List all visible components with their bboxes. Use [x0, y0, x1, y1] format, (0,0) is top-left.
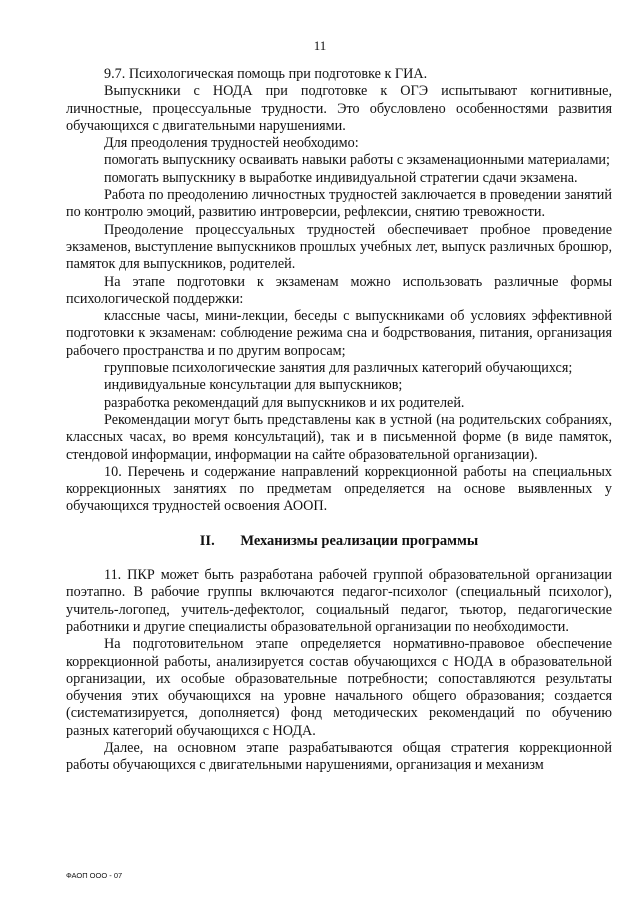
paragraph: Преодоление процессуальных трудностей обеспечивает пробное проведение экзаменов, выступление выпускников прошлых учебных лет, выпуск различных брошюр, памяток для выпускников, родителей. — [66, 221, 612, 273]
list-item: групповые психологические занятия для различных категорий обучающихся; — [104, 360, 573, 377]
list-item: помогать выпускнику осваивать навыки работы с экзаменационными материалами; — [104, 152, 610, 169]
document-body — [66, 66, 612, 775]
list-item: индивидуальные консультации для выпускников; — [104, 377, 403, 394]
page-number: 11 — [313, 38, 327, 53]
footer-code: ФАОП ООО - 07 — [66, 871, 123, 880]
section-heading-title: Механизмы реализации программы — [240, 532, 479, 549]
paragraph: 10. Перечень и содержание направлений коррекционной работы на специальных коррекционных занятиях по предметам определяется на основе выявленных у обучающихся трудностей освоения АООП. — [66, 463, 612, 515]
paragraph: Рекомендации могут быть представлены как в устной (на родительских собраниях, классных часах, во время консультаций), так и в письменной форме (в виде памяток, стендовой информации, информации на сайте образовательной организации). — [66, 411, 612, 463]
section-heading — [66, 533, 612, 550]
paragraph: Для преодоления трудностей необходимо: — [104, 135, 359, 152]
paragraph: 9.7. Психологическая помощь при подготовке к ГИА. — [104, 66, 428, 82]
list-item: разработка рекомендаций для выпускников и их родителей. — [104, 394, 465, 411]
paragraph: 11. ПКР может быть разработана рабочей группой образовательной организации поэтапно. В рабочие группы включаются педагог-психолог (специальный психолог), учитель-логопед, учитель-дефектолог, социальный педагог, тьютор, педагогические работники и другие специалисты образовательной организации по необходимости. — [66, 567, 612, 635]
list-item: классные часы, мини-лекции, беседы с выпускниками об условиях эффективной подготовки к экзаменам: соблюдение режима сна и бодрствования, питания, организация рабочего пространства и по другим вопросам; — [66, 308, 612, 359]
list-item: помогать выпускнику в выработке индивидуальной стратегии сдачи экзамена. — [104, 169, 578, 186]
section-heading-number: II. — [199, 532, 215, 549]
paragraph: На этапе подготовки к экзаменам можно использовать различные формы психологической поддержки: — [66, 273, 612, 307]
paragraph: На подготовительном этапе определяется нормативно-правовое обеспечение коррекционной работы, анализируется состав обучающихся с НОДА в образовательной организации, их особые образовательные потребности; сопоставляются результаты обучения этих обучающихся на уровне начального общего образования; создается (систематизируется, дополняется) фонд методических рекомендаций по обучению разных категорий обучающихся с НОДА. — [66, 636, 612, 739]
paragraph: Выпускники с НОДА при подготовке к ОГЭ испытывают когнитивные, личностные, процессуальные трудности. Это обусловлено особенностями развития обучающихся с двигательными нарушениями. — [66, 83, 612, 134]
paragraph: Далее, на основном этапе разрабатываются общая стратегия коррекционной работы обучающихся с двигательными нарушениями, организация и механизм — [66, 739, 612, 774]
paragraph: Работа по преодолению личностных трудностей заключается в проведении занятий по контролю эмоций, развитию интроверсии, рефлексии, снятию тревожности. — [66, 187, 612, 221]
